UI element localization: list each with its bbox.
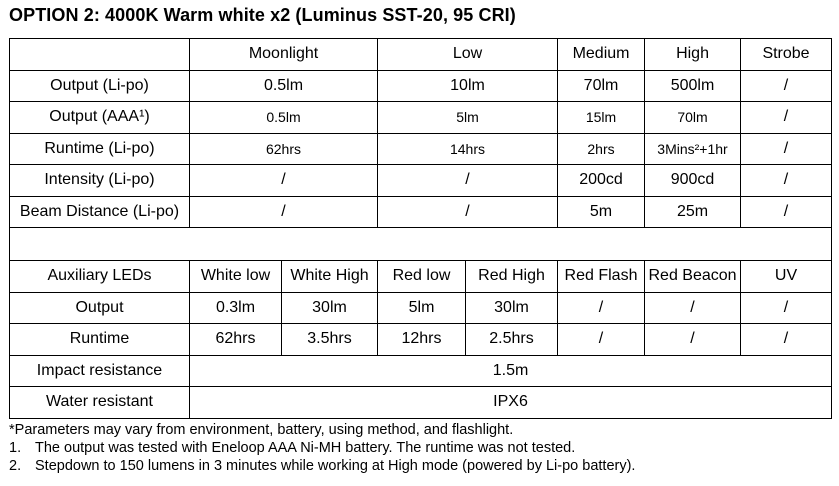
table-cell: / — [558, 324, 645, 356]
footnote-2 — [9, 457, 635, 475]
blank-separator-row — [10, 228, 832, 261]
table-cell: 30lm — [282, 292, 378, 324]
footnote-1 — [9, 439, 635, 457]
row-label: Runtime — [10, 324, 190, 356]
table-cell: 3Mins²+1hr — [645, 133, 741, 165]
table-cell: 0.5lm — [190, 102, 378, 134]
table-cell: / — [378, 196, 558, 228]
table-cell: / — [741, 324, 832, 356]
table-cell: / — [190, 165, 378, 197]
table-cell: 15lm — [558, 102, 645, 134]
row-label: Runtime (Li-po) — [10, 133, 190, 165]
table-row — [10, 165, 832, 197]
table-cell: 2hrs — [558, 133, 645, 165]
column-header-medium: Medium — [558, 39, 645, 71]
row-label: Water resistant — [10, 387, 190, 419]
water-row — [10, 387, 832, 419]
separator-cell — [10, 228, 832, 261]
table-cell: 0.3lm — [190, 292, 282, 324]
table-cell: / — [190, 196, 378, 228]
table-cell: 2.5hrs — [466, 324, 558, 356]
table-cell: 5lm — [378, 102, 558, 134]
table-cell: 0.5lm — [190, 70, 378, 102]
page-title: OPTION 2: 4000K Warm white x2 (Luminus SST-20, 95 CRI) — [9, 5, 516, 25]
table-cell: / — [645, 324, 741, 356]
table-cell: / — [558, 292, 645, 324]
table-row — [10, 133, 832, 165]
column-header-high: High — [645, 39, 741, 71]
table-cell: 5m — [558, 196, 645, 228]
table-cell: 30lm — [466, 292, 558, 324]
table-cell: 3.5hrs — [282, 324, 378, 356]
column-header-red-flash: Red Flash — [558, 261, 645, 293]
column-header-uv: UV — [741, 261, 832, 293]
table-cell: / — [741, 70, 832, 102]
table-cell: / — [741, 102, 832, 134]
table-cell: / — [741, 133, 832, 165]
table-cell: 70lm — [645, 102, 741, 134]
aux-header-row — [10, 261, 832, 293]
row-label: Output (AAA¹) — [10, 102, 190, 134]
table-cell: 14hrs — [378, 133, 558, 165]
row-label: Impact resistance — [10, 355, 190, 387]
table-cell: 900cd — [645, 165, 741, 197]
aux-header-label: Auxiliary LEDs — [10, 261, 190, 293]
impact-value: 1.5m — [190, 355, 832, 387]
table-cell: / — [378, 165, 558, 197]
footnote-text: Stepdown to 150 lumens in 3 minutes while working at High mode (powered by Li-po battery). — [35, 458, 636, 474]
row-label: Output — [10, 292, 190, 324]
table-cell: / — [741, 292, 832, 324]
table-cell: 25m — [645, 196, 741, 228]
table-row — [10, 324, 832, 356]
spec-table — [9, 38, 832, 419]
main-header-row — [10, 39, 832, 71]
params-note: *Parameters may vary from environment, battery, using method, and flashlight. — [9, 422, 514, 438]
table-row — [10, 102, 832, 134]
table-row — [10, 292, 832, 324]
table-cell: 200cd — [558, 165, 645, 197]
row-label: Output (Li-po) — [10, 70, 190, 102]
table-cell: / — [645, 292, 741, 324]
footnotes — [9, 421, 635, 475]
table-cell: 12hrs — [378, 324, 466, 356]
table-cell: / — [741, 165, 832, 197]
row-label: Beam Distance (Li-po) — [10, 196, 190, 228]
column-header-red-high: Red High — [466, 261, 558, 293]
table-cell: 10lm — [378, 70, 558, 102]
table-cell: 62hrs — [190, 133, 378, 165]
table-cell: 70lm — [558, 70, 645, 102]
column-header-white-low: White low — [190, 261, 282, 293]
footnote-text: The output was tested with Eneloop AAA Ni-MH battery. The runtime was not tested. — [35, 440, 576, 456]
row-label: Intensity (Li-po) — [10, 165, 190, 197]
table-row — [10, 70, 832, 102]
impact-row — [10, 355, 832, 387]
footnote-number: 1. — [9, 440, 22, 456]
table-cell: 62hrs — [190, 324, 282, 356]
table-cell: / — [741, 196, 832, 228]
column-header-red-beacon: Red Beacon — [645, 261, 741, 293]
table-cell: 500lm — [645, 70, 741, 102]
column-header-moonlight: Moonlight — [190, 39, 378, 71]
column-header-low: Low — [378, 39, 558, 71]
column-header-red-low: Red low — [378, 261, 466, 293]
header-blank-cell — [10, 39, 190, 71]
footnote-number: 2. — [9, 458, 22, 474]
water-value: IPX6 — [190, 387, 832, 419]
table-cell: 5lm — [378, 292, 466, 324]
column-header-strobe: Strobe — [741, 39, 832, 71]
table-row — [10, 196, 832, 228]
column-header-white-high: White High — [282, 261, 378, 293]
